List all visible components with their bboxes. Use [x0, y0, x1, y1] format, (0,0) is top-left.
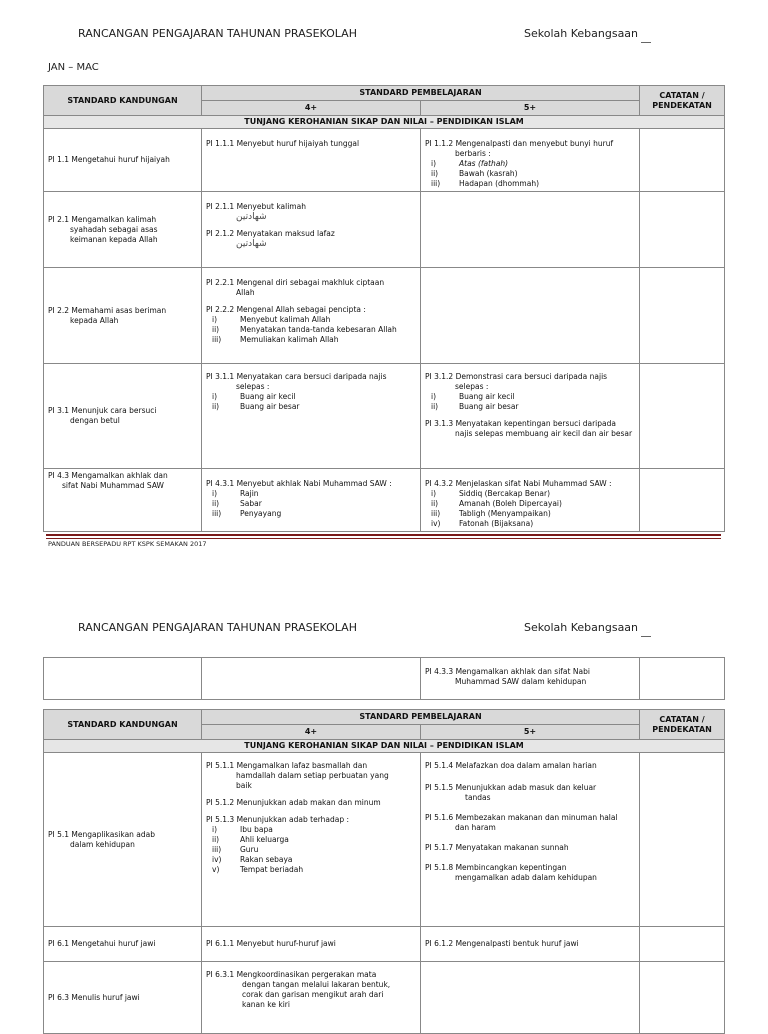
standard-4-cell: PI 1.1.1 Menyebut huruf hijaiyah tunggal	[202, 129, 421, 192]
table-row	[44, 268, 725, 364]
header-age-5: 5+	[421, 101, 640, 116]
school-name-2: Sekolah Kebangsaan	[524, 621, 639, 634]
standard-5-cell: PI 6.1.2 Mengenalpasti bentuk huruf jawi	[421, 927, 640, 962]
school-name: Sekolah Kebangsaan	[524, 27, 639, 40]
period-label: JAN – MAC	[48, 62, 99, 73]
header-standard-kandungan: STANDARD KANDUNGAN	[44, 86, 202, 116]
standard-4-cell: PI 6.3.1 Mengkoordinasikan pergerakan mata dengan tangan melalui lakaran bentuk, corak dan garisan mengikut arah dari kanan ke kiri	[202, 962, 421, 1034]
standard-4-cell: PI 5.1.1 Mengamalkan lafaz basmallah dan hamdallah dalam setiap perbuatan yang baik PI 5.1.2 Menunjukkan adab makan dan minum PI 5.1.3 Menunjukkan adab terhadap : i) Ibu bapa ii) Ahli keluarga iii) Guru iv) Rakan sebaya v) Tempat beriadah	[202, 753, 421, 927]
table-row	[44, 753, 725, 927]
catatan-cell	[640, 753, 725, 927]
footer-rule-thin	[46, 538, 721, 539]
rpt-table-1	[43, 85, 725, 532]
standard-5-cell: PI 1.1.2 Mengenalpasti dan menyebut bunyi huruf berbaris : i) Atas (fathah) ii) Bawah (kasrah) iii) Hadapan (dhommah)	[421, 129, 640, 192]
section-band: TUNJANG KEROHANIAN SIKAP DAN NILAI – PENDIDIKAN ISLAM	[44, 740, 725, 753]
section-band: TUNJANG KEROHANIAN SIKAP DAN NILAI – PENDIDIKAN ISLAM	[44, 116, 725, 129]
standard-kandungan-cell: PI 2.2 Memahami asas beriman kepada Allah	[44, 268, 202, 364]
standard-5-cell: PI 4.3.3 Mengamalkan akhlak dan sifat Nabi Muhammad SAW dalam kehidupan	[421, 658, 640, 700]
table-row	[44, 192, 725, 268]
footer-text: PANDUAN BERSEPADU RPT KSPK SEMAKAN 2017	[48, 540, 207, 548]
standard-4-cell: PI 2.1.1 Menyebut kalimah شهادتين PI 2.1.2 Menyatakan maksud lafaz شهادتين	[202, 192, 421, 268]
standard-5-cell	[421, 962, 640, 1034]
standard-5-cell	[421, 268, 640, 364]
carry-table	[43, 657, 725, 700]
blank-line	[641, 42, 651, 43]
catatan-cell	[640, 658, 725, 700]
standard-4-cell	[202, 658, 421, 700]
table-row	[44, 364, 725, 469]
standard-kandungan-cell: PI 4.3 Mengamalkan akhlak dan sifat Nabi Muhammad SAW	[44, 469, 202, 532]
standard-kandungan-cell: PI 5.1 Mengaplikasikan adab dalam kehidupan	[44, 753, 202, 927]
catatan-cell	[640, 962, 725, 1034]
standard-5-cell: PI 4.3.2 Menjelaskan sifat Nabi Muhammad SAW : i) Siddiq (Bercakap Benar) ii) Amanah (Boleh Dipercayai) iii) Tabligh (Menyampaikan) iv) Fatonah (Bijaksana)	[421, 469, 640, 532]
catatan-cell	[640, 129, 725, 192]
blank-line	[641, 636, 651, 637]
page-title-2: RANCANGAN PENGAJARAN TAHUNAN PRASEKOLAH	[78, 621, 357, 634]
table-row	[44, 962, 725, 1034]
standard-5-cell: PI 3.1.2 Demonstrasi cara bersuci daripada najis selepas : i) Buang air kecil ii) Buang air besar PI 3.1.3 Menyatakan kepentingan bersuci daripada najis selepas membuang air kecil dan air besar	[421, 364, 640, 469]
standard-4-cell: PI 3.1.1 Menyatakan cara bersuci daripada najis selepas : i) Buang air kecil ii) Buang air besar	[202, 364, 421, 469]
header-standard-pembelajaran: STANDARD PEMBELAJARAN	[202, 86, 640, 101]
table-row	[44, 927, 725, 962]
standard-4-cell: PI 2.2.1 Mengenal diri sebagai makhluk ciptaan Allah PI 2.2.2 Mengenal Allah sebagai pencipta : i) Menyebut kalimah Allah ii) Menyatakan tanda-tanda kebesaran Allah iii) Memuliakan kalimah Allah	[202, 268, 421, 364]
table-row	[44, 469, 725, 532]
standard-kandungan-cell: PI 2.1 Mengamalkan kalimah syahadah sebagai asas keimanan kepada Allah	[44, 192, 202, 268]
catatan-cell	[640, 268, 725, 364]
catatan-cell	[640, 364, 725, 469]
standard-kandungan-cell	[44, 658, 202, 700]
footer-rule	[46, 534, 721, 536]
standard-kandungan-cell: PI 6.1 Mengetahui huruf jawi	[44, 927, 202, 962]
header-age-4: 4+	[202, 725, 421, 740]
standard-kandungan-cell: PI 1.1 Mengetahui huruf hijaiyah	[44, 129, 202, 192]
standard-kandungan-cell: PI 3.1 Menunjuk cara bersuci dengan betul	[44, 364, 202, 469]
catatan-cell	[640, 469, 725, 532]
standard-5-cell: PI 5.1.4 Melafazkan doa dalam amalan harian PI 5.1.5 Menunjukkan adab masuk dan keluar tandas PI 5.1.6 Membezakan makanan dan minuman halal dan haram PI 5.1.7 Menyatakan makanan sunnah PI 5.1.8 Membincangkan kepentingan mengamalkan adab dalam kehidupan	[421, 753, 640, 927]
catatan-cell	[640, 927, 725, 962]
header-age-5: 5+	[421, 725, 640, 740]
standard-4-cell: PI 4.3.1 Menyebut akhlak Nabi Muhammad SAW : i) Rajin ii) Sabar iii) Penyayang	[202, 469, 421, 532]
table-row	[44, 129, 725, 192]
page-title: RANCANGAN PENGAJARAN TAHUNAN PRASEKOLAH	[78, 27, 357, 40]
header-standard-kandungan: STANDARD KANDUNGAN	[44, 710, 202, 740]
rpt-table-2	[43, 709, 725, 1034]
header-catatan: CATATAN / PENDEKATAN	[640, 86, 725, 116]
header-catatan: CATATAN / PENDEKATAN	[640, 710, 725, 740]
header-standard-pembelajaran: STANDARD PEMBELAJARAN	[202, 710, 640, 725]
standard-kandungan-cell: PI 6.3 Menulis huruf jawi	[44, 962, 202, 1034]
catatan-cell	[640, 192, 725, 268]
standard-4-cell: PI 6.1.1 Menyebut huruf-huruf jawi	[202, 927, 421, 962]
standard-5-cell	[421, 192, 640, 268]
table-row	[44, 658, 725, 700]
header-age-4: 4+	[202, 101, 421, 116]
